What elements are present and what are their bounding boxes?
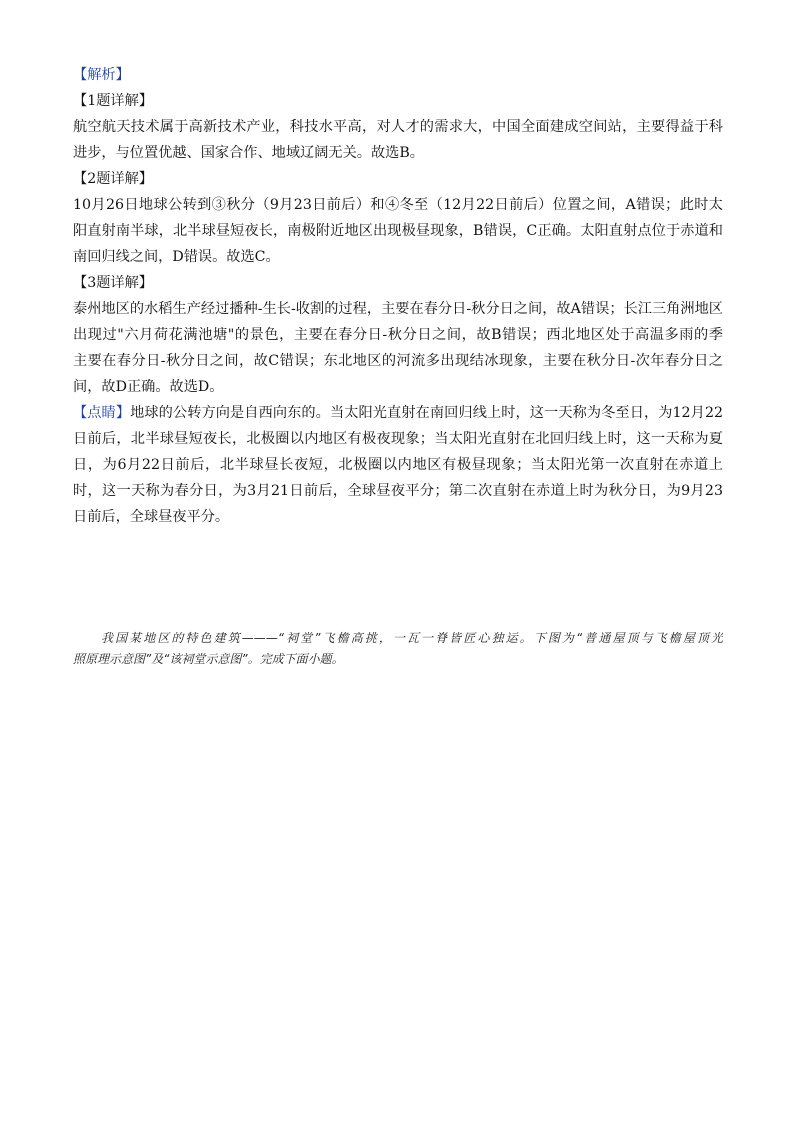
q1-heading: 【1题详解】 bbox=[73, 93, 153, 109]
q1-line: 进步，与位置优越、国家合作、地域辽阔无关。故选B。 bbox=[73, 145, 424, 161]
q3-line: 主要在春分日-秋分日之间，故C错误；东北地区的河流多出现结冰现象，主要在秋分日-次年春分日之 bbox=[73, 353, 723, 369]
point-line: 日前后，全球昼夜平分。 bbox=[73, 509, 230, 525]
q1-line: 航空航天技术属于高新技术产业，科技水平高，对人才的需求大，中国全面建成空间站，主要得益于科 bbox=[73, 119, 723, 135]
point-line: 日，为6月22日前后，北半球昼长夜短，北极圈以内地区有极昼现象；当太阳光第一次直射在赤道上 bbox=[73, 457, 723, 473]
q3-heading: 【3题详解】 bbox=[73, 275, 153, 291]
point-first-line bbox=[73, 400, 723, 426]
analysis-title: 【解析】 bbox=[73, 67, 130, 83]
intro-line: 我国某地区的特色建筑———“祠堂”飞檐高挑，一瓦一脊皆匠心独运。下图为“普通屋顶与飞檐屋顶光 bbox=[101, 631, 723, 645]
q2-line: 阳直射南半球，北半球昼短夜长，南极附近地区出现极昼现象，B错误，C正确。太阳直射点位于赤道和 bbox=[73, 223, 723, 239]
point-label: 【点睛】 bbox=[73, 405, 131, 421]
q3-line: 间，故D正确。故选D。 bbox=[73, 379, 224, 395]
intro-line: 照原理示意图”及“该祠堂示意图”。完成下面小题。 bbox=[73, 652, 344, 666]
analysis-section bbox=[73, 62, 723, 530]
q3-line: 泰州地区的水稻生产经过播种-生长-收割的过程，主要在春分日-秋分日之间，故A错误；长江三角洲地区 bbox=[73, 301, 723, 317]
point-line: 日前后，北半球昼短夜长，北极圈以内地区有极夜现象；当太阳光直射在北回归线上时，这一天称为夏 bbox=[73, 431, 723, 447]
q2-line: 南回归线之间，D错误。故选C。 bbox=[73, 249, 280, 265]
q2-line: 10月26日地球公转到③秋分（9月23日前后）和④冬至（12月22日前后）位置之间，A错误；此时太 bbox=[73, 197, 723, 213]
q2-heading: 【2题详解】 bbox=[73, 171, 153, 187]
next-question-intro bbox=[73, 628, 723, 670]
q3-line: 出现过"六月荷花满池塘"的景色，主要在春分日-秋分日之间，故B错误；西北地区处于高温多雨的季 bbox=[73, 327, 723, 343]
point-text: 地球的公转方向是自西向东的。当太阳光直射在南回归线上时，这一天称为冬至日，为12月22 bbox=[130, 405, 723, 421]
point-line: 时，这一天称为春分日，为3月21日前后，全球昼夜平分；第二次直射在赤道上时为秋分日，为9月23 bbox=[73, 483, 723, 499]
